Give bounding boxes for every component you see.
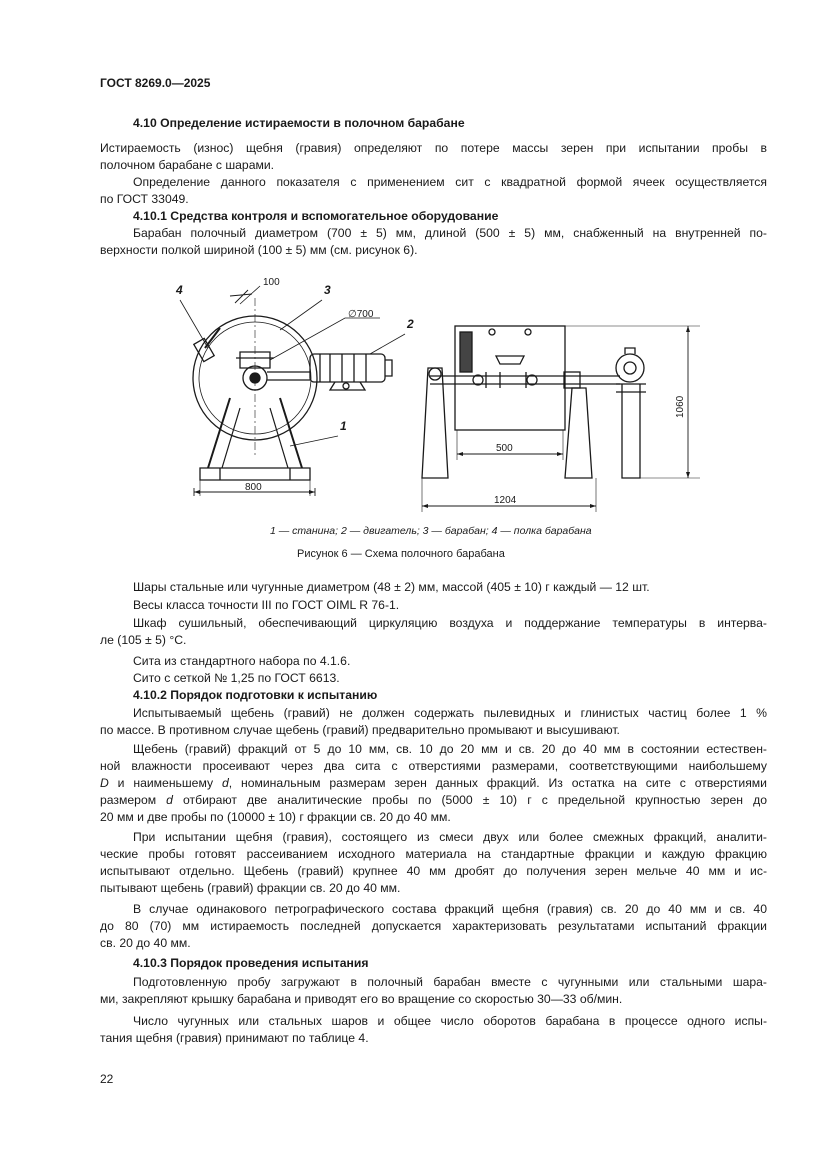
paragraph-line: Определение данного показателя с применением сит с квадратной формой ячеек осуществляется — [133, 175, 767, 189]
paragraph-line: пытывают щебень (гравий) фракции св. 20 до 40 мм. — [100, 881, 401, 895]
motor-end — [616, 354, 644, 382]
motor — [310, 354, 385, 382]
paragraph-line: ми, закрепляют крышку барабана и приводят его во вращение со скоростью 30—33 об/мин. — [100, 992, 623, 1006]
front-view — [422, 326, 700, 512]
dim-1204: 1204 — [494, 495, 517, 506]
paragraph-line: ческие пробы готовят рассеиванием исходного материала на стандартные фракции и каждую фракцию — [100, 847, 767, 861]
right-support — [565, 388, 592, 478]
drum-scheme-figure — [160, 268, 700, 518]
paragraph-line: до 80 (70) мм истираемость последней допускается характеризовать результатами испытаний фракции — [100, 919, 767, 933]
paragraph-line: В случае одинакового петрографического состава фракций щебня (гравия) св. 20 до 40 мм и св. 40 — [133, 902, 767, 916]
paragraph-line: Число чугунных или стальных шаров и общее число оборотов барабана в процессе одного испы- — [133, 1014, 767, 1028]
paragraph-line: 20 мм и две пробы по (10000 ± 10) г фракции св. 20 до 40 мм. — [100, 810, 451, 824]
section-4-10-2-heading: 4.10.2 Порядок подготовки к испытанию — [133, 688, 378, 702]
paragraph-line: по массе. В противном случае щебень (гравий) предварительно промывают и высушивают. — [100, 723, 620, 737]
paragraph-line: Щебень (гравий) фракций от 5 до 10 мм, св. 10 до 20 мм и св. 20 до 40 мм в состоянии естествен- — [133, 742, 767, 756]
text-run: размером — [100, 793, 167, 807]
label-2: 2 — [407, 317, 414, 331]
paragraph-line: полочном барабане с шарами. — [100, 158, 275, 172]
paragraph-line — [100, 775, 767, 792]
label-3: 3 — [324, 283, 331, 297]
paragraph-line: Сита из стандартного набора по 4.1.6. — [133, 654, 351, 668]
paragraph-line: испытывают отдельно. Щебень (гравий) крупнее 40 мм дробят до получения зерен мельче 40 мм и ис- — [100, 864, 767, 878]
text-run: , номинальным размерам зерен данных фракций. Из остатка на сите с отверстиями — [228, 776, 767, 790]
text-run: отбирают две аналитические пробы по (5000 ± 10) г с предельной крупностью зерен до — [172, 793, 767, 807]
italic-D: D — [100, 776, 109, 790]
text-run: и наименьшему — [108, 776, 222, 790]
paragraph-line: ле (105 ± 5) °С. — [100, 633, 187, 647]
dim-100: 100 — [263, 277, 280, 288]
side-view — [175, 277, 414, 496]
figure-caption: Рисунок 6 — Схема полочного барабана — [297, 548, 505, 560]
label-1: 1 — [340, 419, 347, 433]
paragraph-line: Шкаф сушильный, обеспечивающий циркуляцию воздуха и поддержание температуры в интерва- — [133, 616, 767, 630]
dim-1060: 1060 — [675, 395, 686, 418]
paragraph-line: При испытании щебня (гравия), состоящего из смеси двух или более смежных фракций, аналити- — [133, 830, 767, 844]
dim-800: 800 — [245, 482, 262, 493]
paragraph-line: тания щебня (гравия) принимают по таблице 4. — [100, 1031, 369, 1045]
paragraph-line: ной влажности просеивают через два сита с отверстиями размерами, соответствующими наибольшему — [100, 759, 767, 773]
paragraph-line: Барабан полочный диаметром (700 ± 5) мм, длиной (500 ± 5) мм, снабженный на внутренней по- — [133, 226, 767, 240]
dim-700: ∅700 — [348, 309, 374, 320]
paragraph-line: св. 20 до 40 мм. — [100, 936, 191, 950]
italic-d: d — [221, 776, 229, 790]
document-code: ГОСТ 8269.0—2025 — [100, 76, 211, 90]
paragraph-line: Сито с сеткой № 1,25 по ГОСТ 6613. — [133, 671, 340, 685]
figure-legend: 1 — станина; 2 — двигатель; 3 — барабан; 4 — полка барабана — [270, 525, 592, 537]
dim-500: 500 — [496, 443, 513, 454]
label-4: 4 — [176, 283, 183, 297]
stand-base — [200, 468, 310, 480]
paragraph-line: Шары стальные или чугунные диаметром (48 ± 2) мм, массой (405 ± 10) г каждый — 12 шт. — [133, 580, 650, 594]
page-number: 22 — [100, 1072, 114, 1086]
section-4-10-3-heading: 4.10.3 Порядок проведения испытания — [133, 956, 369, 970]
section-4-10-1-heading: 4.10.1 Средства контроля и вспомогательное оборудование — [133, 209, 499, 223]
paragraph-line — [100, 792, 767, 809]
paragraph-line: верхности полкой шириной (100 ± 5) мм (см. рисунок 6). — [100, 243, 418, 257]
paragraph-line: Весы класса точности III по ГОСТ OIML R 76-1. — [133, 598, 400, 612]
paragraph-line: Подготовленную пробу загружают в полочный барабан вместе с чугунными или стальными шара- — [133, 975, 767, 989]
paragraph-line: по ГОСТ 33049. — [100, 192, 189, 206]
italic-d: d — [166, 793, 173, 807]
paragraph-line: Испытываемый щебень (гравий) не должен содержать пылевидных и глинистых частиц более 1 % — [133, 706, 767, 720]
section-4-10-heading: 4.10 Определение истираемости в полочном барабане — [133, 116, 465, 130]
paragraph-line: Истираемость (износ) щебня (гравия) определяют по потере массы зерен при испытании пробы в — [100, 141, 767, 155]
